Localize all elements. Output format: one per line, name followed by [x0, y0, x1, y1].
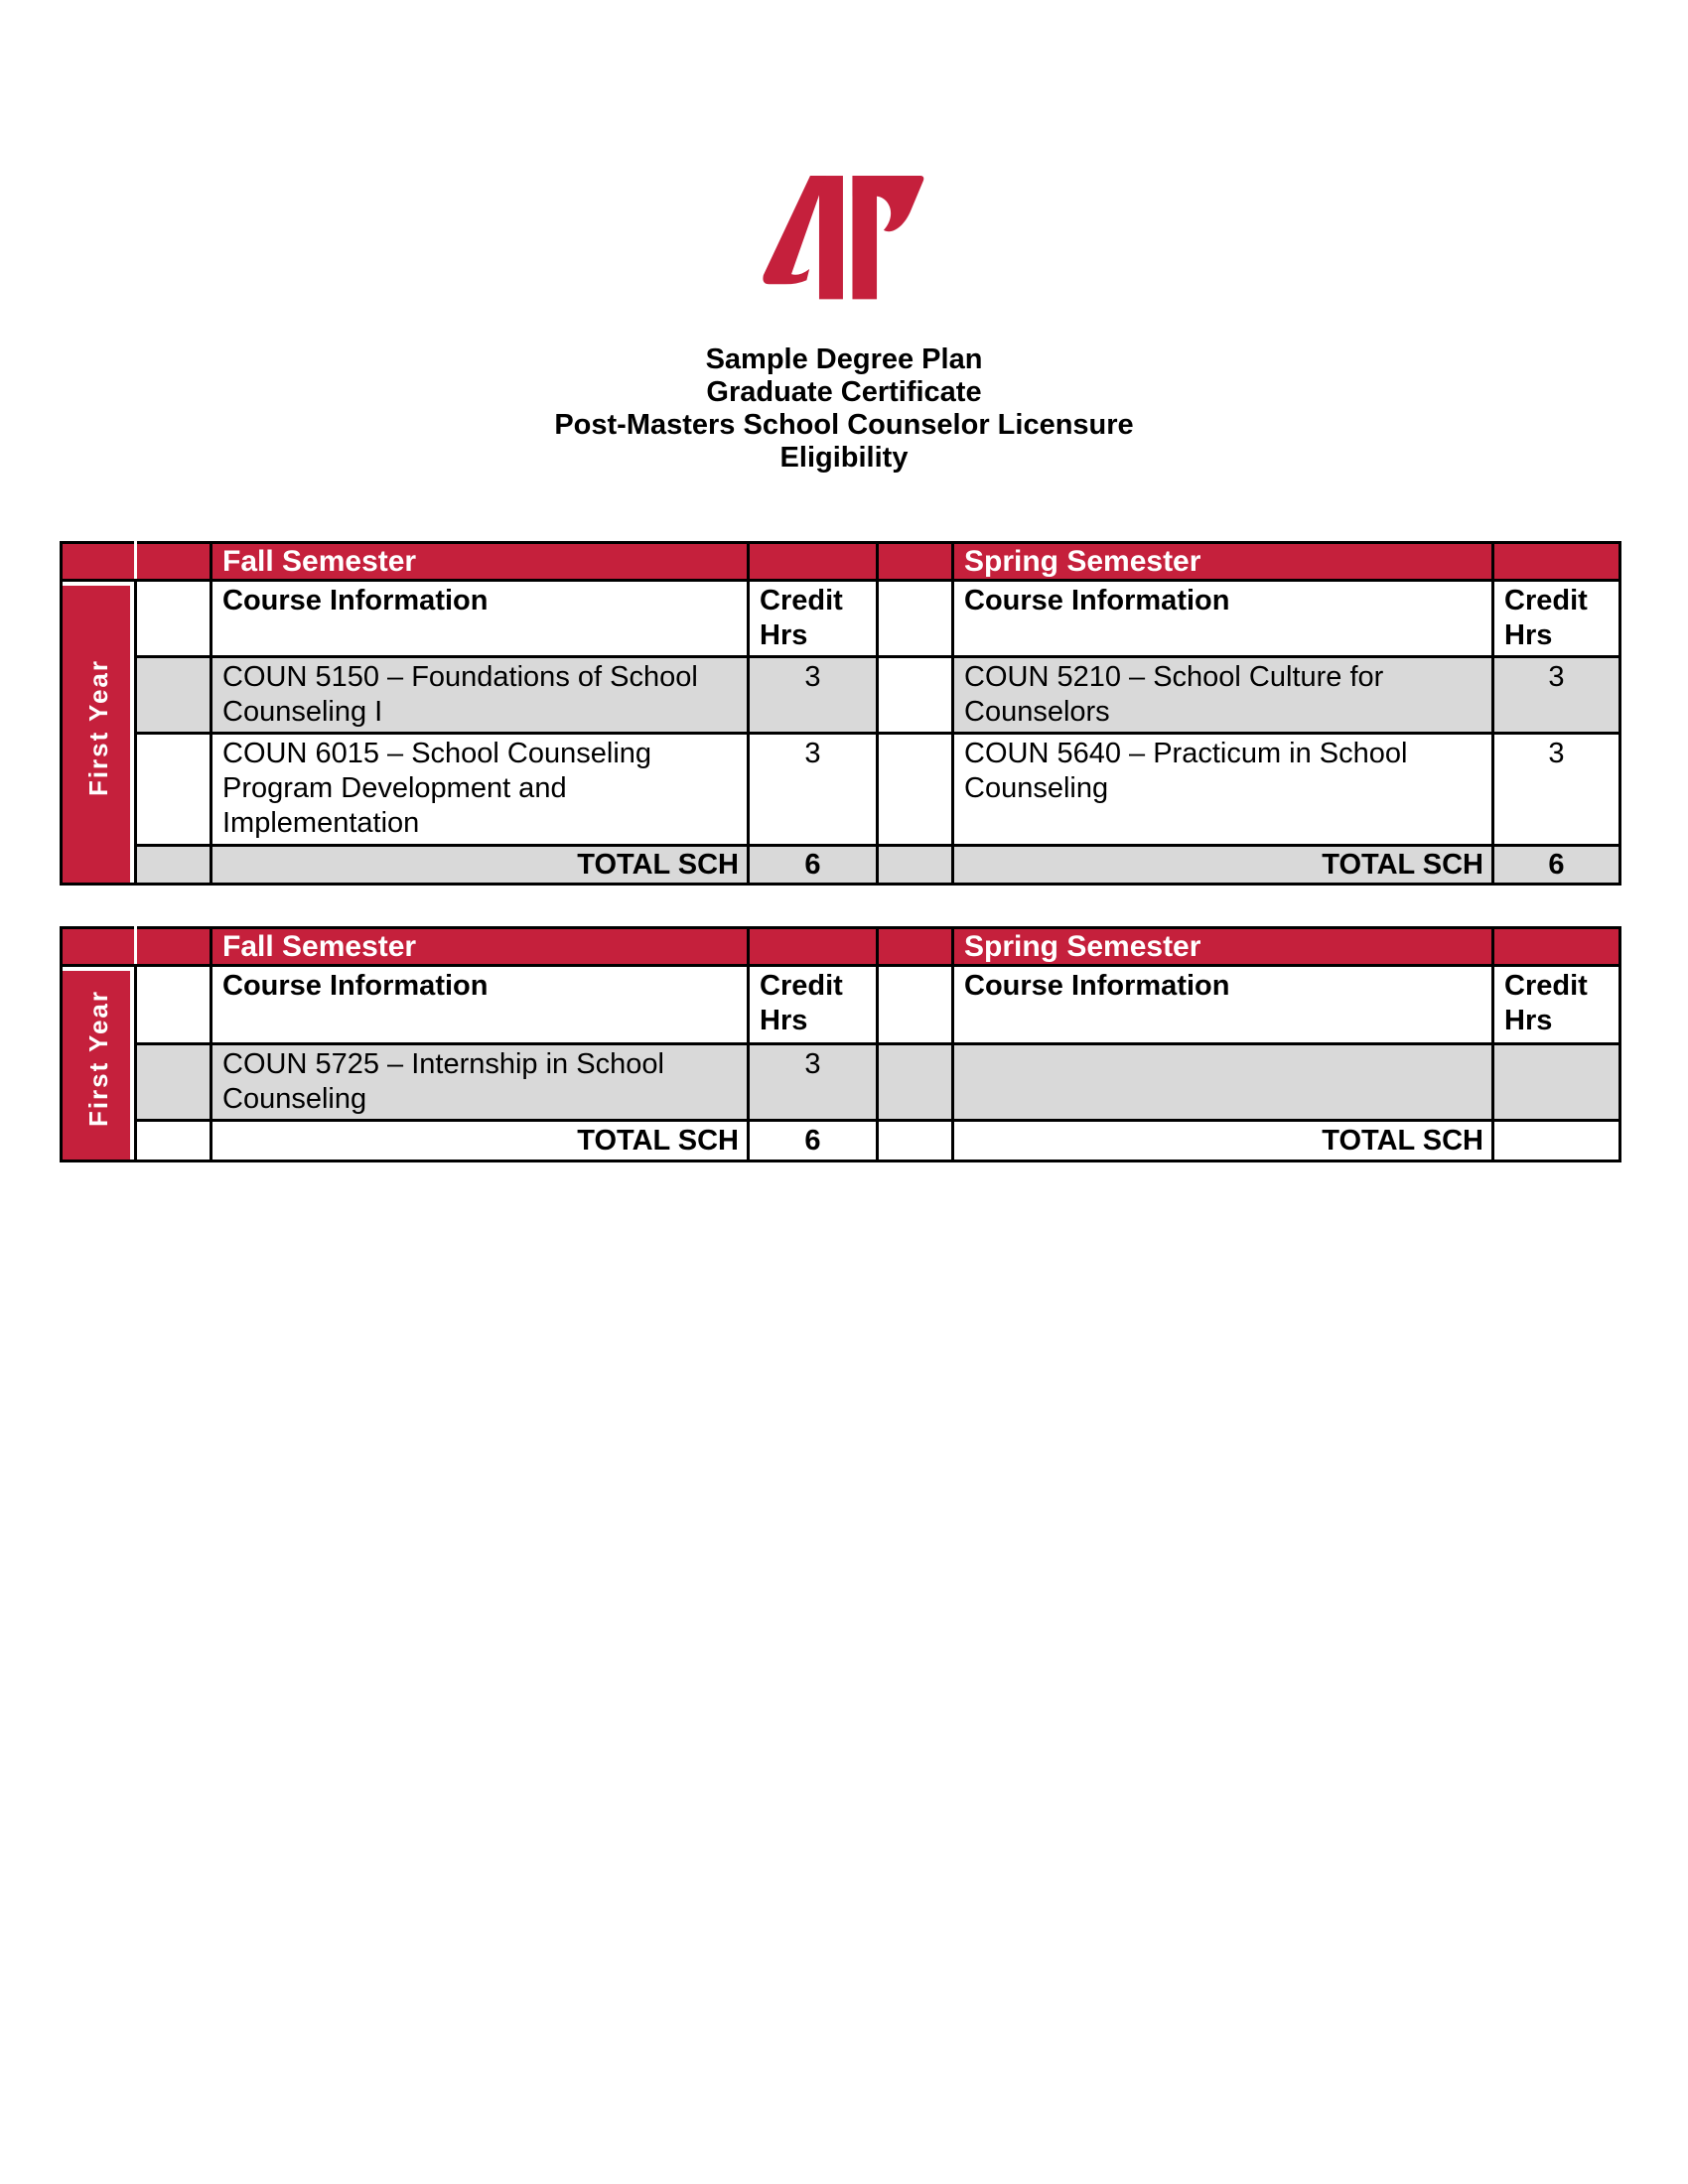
fall-course-name: COUN 6015 – School Counseling Program Development and Implementation	[211, 734, 749, 846]
fall-course-credit: 3	[749, 1044, 878, 1121]
column-header-row	[62, 581, 1620, 657]
course-row	[62, 1044, 1620, 1121]
fall-semester-header: Fall Semester	[211, 928, 749, 966]
spacer-cell	[136, 581, 211, 657]
spacer-cell	[878, 543, 953, 581]
fall-course-name: COUN 5725 – Internship in School Counseling	[211, 1044, 749, 1121]
spring-total-value	[1493, 1121, 1620, 1161]
spacer-cell	[878, 928, 953, 966]
spacer-cell	[749, 928, 878, 966]
degree-plan-table-2	[60, 926, 1621, 1162]
year-label: First Year	[82, 658, 113, 797]
column-header-row	[62, 966, 1620, 1044]
semester-header-row	[62, 543, 1620, 581]
spring-semester-header: Spring Semester	[953, 543, 1493, 581]
spring-semester-header: Spring Semester	[953, 928, 1493, 966]
spring-course-info-header: Course Information	[953, 966, 1493, 1044]
fall-course-credit: 3	[749, 734, 878, 846]
spacer-cell	[878, 846, 953, 885]
spacer-cell	[878, 657, 953, 734]
spacer-cell	[1493, 543, 1620, 581]
title-line-4: Eligibility	[779, 442, 909, 474]
year-stripe	[62, 581, 136, 885]
total-row	[62, 846, 1620, 885]
spacer-cell	[136, 734, 211, 846]
fall-course-info-header: Course Information	[211, 581, 749, 657]
document-title-block	[0, 343, 1688, 475]
fall-total-label: TOTAL SCH	[211, 846, 749, 885]
spring-course-name: COUN 5210 – School Culture for Counselors	[953, 657, 1493, 734]
title-line-1: Sample Degree Plan	[705, 343, 983, 375]
course-row	[62, 657, 1620, 734]
spring-total-label: TOTAL SCH	[953, 846, 1493, 885]
fall-course-credit: 3	[749, 657, 878, 734]
spring-course-credit	[1493, 1044, 1620, 1121]
spring-course-name: COUN 5640 – Practicum in School Counseling	[953, 734, 1493, 846]
course-row	[62, 734, 1620, 846]
ap-logo-graphic	[763, 175, 928, 301]
spacer-cell	[1493, 928, 1620, 966]
corner-cell	[62, 543, 136, 581]
spring-total-value: 6	[1493, 846, 1620, 885]
spring-course-info-header: Course Information	[953, 581, 1493, 657]
spring-course-credit: 3	[1493, 657, 1620, 734]
spacer-cell	[136, 966, 211, 1044]
spacer-cell	[136, 928, 211, 966]
spacer-cell	[878, 581, 953, 657]
degree-plan-table-1	[60, 541, 1621, 886]
spacer-cell	[878, 1121, 953, 1161]
spacer-cell	[136, 1121, 211, 1161]
spacer-cell	[878, 734, 953, 846]
title-line-2: Graduate Certificate	[706, 376, 982, 408]
semester-header-row	[62, 928, 1620, 966]
fall-semester-header: Fall Semester	[211, 543, 749, 581]
spacer-cell	[136, 846, 211, 885]
spacer-cell	[878, 966, 953, 1044]
spacer-cell	[136, 543, 211, 581]
fall-total-label: TOTAL SCH	[211, 1121, 749, 1161]
spring-course-credit: 3	[1493, 734, 1620, 846]
year-label: First Year	[82, 990, 113, 1128]
year-stripe	[62, 966, 136, 1161]
spacer-cell	[749, 543, 878, 581]
fall-credit-hrs-header: Credit Hrs	[749, 966, 878, 1044]
fall-course-info-header: Course Information	[211, 966, 749, 1044]
spring-course-name	[953, 1044, 1493, 1121]
spacer-cell	[136, 1044, 211, 1121]
spring-credit-hrs-header: Credit Hrs	[1493, 966, 1620, 1044]
fall-total-value: 6	[749, 1121, 878, 1161]
fall-credit-hrs-header: Credit Hrs	[749, 581, 878, 657]
corner-cell	[62, 928, 136, 966]
fall-course-name: COUN 5150 – Foundations of School Counseling I	[211, 657, 749, 734]
fall-total-value: 6	[749, 846, 878, 885]
spring-credit-hrs-header: Credit Hrs	[1493, 581, 1620, 657]
total-row	[62, 1121, 1620, 1161]
spring-total-label: TOTAL SCH	[953, 1121, 1493, 1161]
ap-logo	[763, 175, 928, 301]
spacer-cell	[878, 1044, 953, 1121]
title-line-3: Post-Masters School Counselor Licensure	[554, 409, 1134, 441]
spacer-cell	[136, 657, 211, 734]
